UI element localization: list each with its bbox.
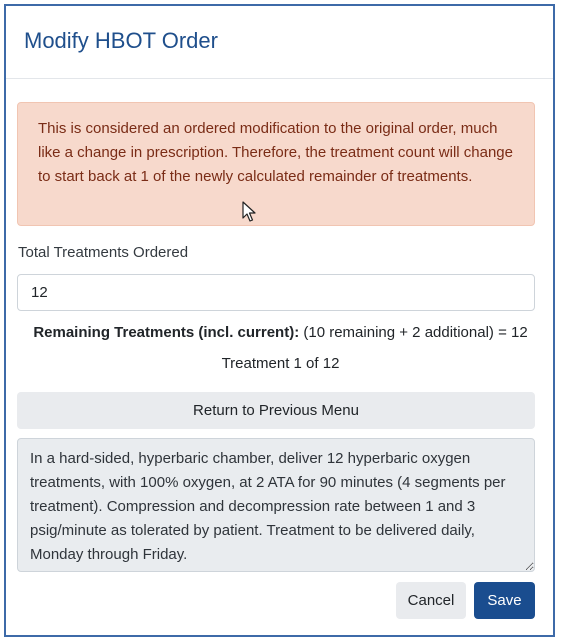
remaining-treatments [0,324,561,341]
remaining-treatments-value: (10 remaining + 2 additional) = 12 [303,324,528,341]
modal-header [6,6,553,79]
remaining-treatments-label: Remaining Treatments (incl. current): [33,324,300,341]
alert-text: This is considered an ordered modification to the original order, much like a change in prescription. Therefore, the treatment count will change to start back at 1 of the newly calculated remainder of treatments. [38,120,513,185]
return-to-previous-menu-button[interactable]: Return to Previous Menu [17,392,535,429]
treatment-progress: Treatment 1 of 12 [221,355,340,372]
cancel-button[interactable]: Cancel [396,582,466,619]
total-treatments-label: Total Treatments Ordered [18,244,189,261]
order-description-textarea[interactable] [17,438,535,572]
mouse-pointer-icon [242,201,258,223]
total-treatments-input[interactable] [17,274,535,311]
warning-alert [17,102,535,226]
modal-title: Modify HBOT Order [24,28,218,53]
save-button[interactable]: Save [474,582,535,619]
